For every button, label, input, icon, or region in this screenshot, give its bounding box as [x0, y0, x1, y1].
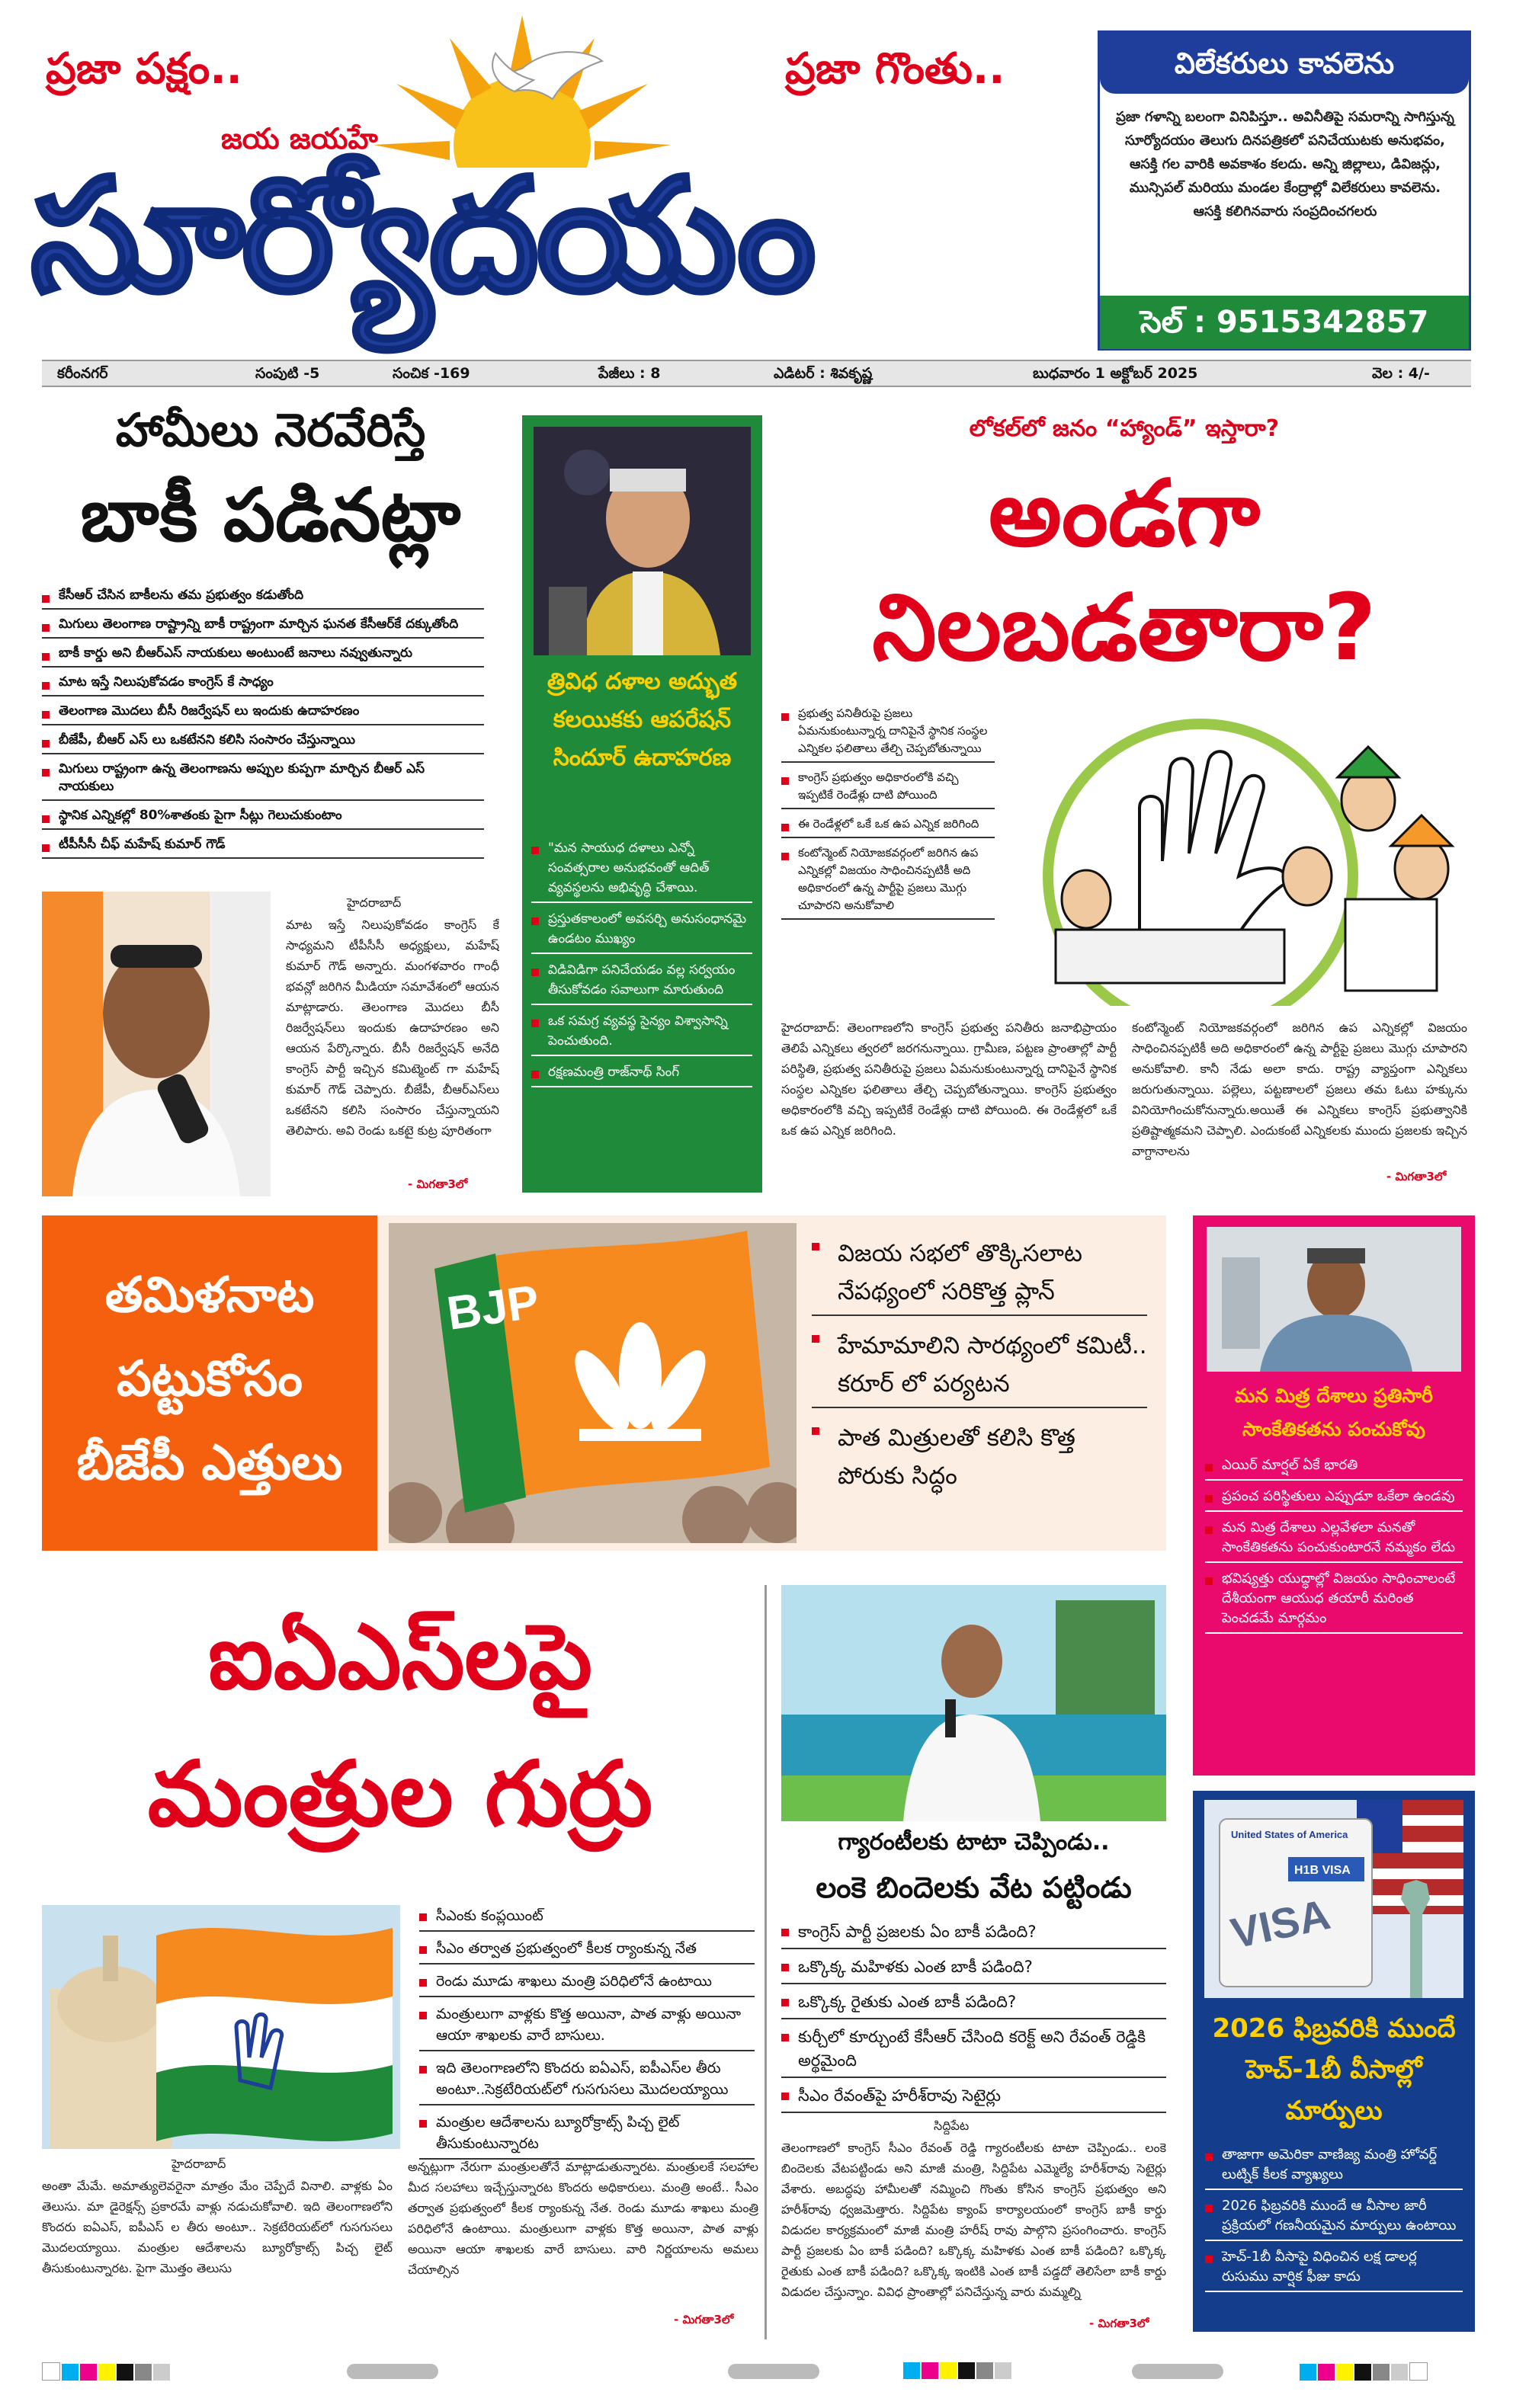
list-item: మాట ఇస్తే నిలుపుకోవడం కాంగ్రెస్ కే సాధ్యం: [42, 674, 484, 696]
story6-bullets: [419, 1905, 755, 2166]
story6-headline-2: మంత్రుల గుర్రు: [147, 1741, 653, 1846]
story3-bullets: [781, 705, 995, 926]
bjp-flag-label: BJP: [444, 1275, 543, 1340]
color-swatch-strip: [903, 2362, 1013, 2382]
info-city: కరీంనగర్: [57, 365, 108, 382]
info-issue: సంచిక -169: [393, 365, 470, 382]
visa-country-label: United States of America: [1231, 1829, 1348, 1840]
story-h1b-visa: [1193, 1791, 1475, 2332]
list-item: కేసీఆర్ చేసిన బాకీలను తమ ప్రభుత్వం కడుతోంది: [42, 587, 484, 610]
list-item: కంటోన్మెంట్ నియోజకవర్గంలో జరిగిన ఉప ఎన్నికల్లో విజయం సాధించినప్పటికీ అది అధికారంలో ఉన్న పార్టీపై ప్రజలు మొగ్గు చూపారని అనుకోవాలి: [781, 844, 995, 920]
list-item: భవిష్యత్తు యుద్ధాల్లో విజయం సాధించాలంటే దేశీయంగా ఆయుధ తయారీ మరింత పెంచడమే మార్గమం: [1205, 1569, 1463, 1634]
story7-continued: - మిగతా3లో: [1086, 2317, 1149, 2333]
info-bar: [42, 360, 1471, 387]
story5-headline: మన మిత్ర దేశాలు ప్రతిసారీ సాంకేతికతను పంచుకోవు: [1234, 1385, 1433, 1440]
list-item: స్థానిక ఎన్నికల్లో 80%శాతంకు పైగా సీట్లు గెలుచుకుంటాం: [42, 807, 484, 830]
story1-headline-1: హామీలు నెరవేరిస్తే: [115, 404, 426, 457]
info-pages: పేజీలు : 8: [598, 365, 661, 382]
story2-bullets: [531, 838, 752, 1094]
story4-bullets: [812, 1234, 1147, 1505]
story-baki: [42, 404, 499, 1200]
story4-headline-box: [42, 1215, 377, 1551]
rajnath-singh-photo: [534, 427, 751, 655]
story1-headline-2: బాకీ పడినట్లా: [80, 472, 461, 558]
story8-bullets: [1205, 2145, 1463, 2298]
column-divider: [765, 1585, 767, 2339]
classified-advert: [1098, 30, 1471, 351]
masthead-big-title: సూర్యోదయం: [30, 146, 813, 327]
register-pill: [728, 2364, 819, 2379]
color-swatch-strip: [1300, 2362, 1429, 2384]
story7-dateline: సిద్దిపేట: [934, 2118, 970, 2133]
masthead-left-tag: ప్రజా పక్షం..: [46, 44, 242, 94]
color-swatch-strip: [42, 2362, 171, 2384]
list-item: ప్రస్తుతకాలంలో అవసర్చి అనుసంధానమై ఉండటం ముఖ్యం: [531, 909, 752, 954]
registration-marks: [42, 2362, 1475, 2385]
visa-small-label: H1B VISA: [1294, 1864, 1351, 1877]
story1-dateline: హైదరాబాద్: [347, 895, 402, 910]
story6-headline-1: ఐఏఎస్‌లపై: [208, 1604, 592, 1709]
list-item: రెండు మూడు శాఖలు మంత్రి పరిధిలోనే ఉంటాయి: [419, 1971, 755, 1997]
list-item: ప్రభుత్వ పనితీరుపై ప్రజలు ఏమనుకుంటున్నార్న దానిపైనే స్థానిక సంస్థల ఎన్నికల ఫలితాలు తేల్చి చెప్పబోతున్నాయి: [781, 705, 995, 763]
list-item: విడివిడిగా పనిచేయడం వల్ల సర్వయం తీసుకోవడం సవాలుగా మారుతుంది: [531, 960, 752, 1005]
story-air-marshal: [1193, 1215, 1475, 1776]
info-volume: సంపుటి -5: [255, 365, 320, 382]
story8-headline: 2026 ఫిబ్రవరికి ముందే హెచ్-1బీ వీసాల్లో మార్పులు: [1212, 2013, 1456, 2126]
list-item: కాంగ్రెస్ ప్రభుత్వం అధికారంలోకి వచ్చి ఇప్పటికే రెండేళ్లు దాటి పోయింది: [781, 769, 995, 809]
story-harish-rao: [774, 1585, 1174, 2336]
story7-bullets: [781, 1920, 1166, 2119]
advert-phone: సెల్ : 9515342857: [1100, 296, 1469, 349]
list-item: మిగులు రాష్ట్రంగా ఉన్న తెలంగాణను అప్పుల కుప్పగా మార్చిన బీఆర్ ఎస్ నాయకులు: [42, 761, 484, 801]
advert-body: ప్రజా గళాన్ని బలంగా వినిపిస్తూ.. అవినీతిపై సమరాన్ని సాగిస్తున్న సూర్యోదయం తెలుగు దినపత్రికలో పనిచేయుటకు అనుభవం, ఆసక్తి గల వారికి అవకాశం కలదు. అన్ని జిల్లాలు, డివిజన్లు, మున్సిపల్ మరియు మండల కేంద్రాల్లో విలేకరులు కావలెను. ఆసక్తి కలిగినవారు సంప్రదించగలరు: [1116, 109, 1454, 219]
list-item: ఈ రెండేళ్లలో ఒకే ఒక ఉప ఎన్నిక జరిగింది: [781, 815, 995, 838]
congress-hand-cartoon: [1010, 701, 1467, 1006]
bjp-flag-photo: [389, 1223, 797, 1543]
story3-body-right: కంటోన్మెంట్ నియోజకవర్గంలో జరిగిన ఉప ఎన్నికల్లో విజయం సాధించినప్పటికీ అది అధికారంలో ఉన్న పార్టీపై ప్రజలు మొగ్గు చూపారని అనుకోవాలి. కానీ నేడు అలా కాదు. రాష్ట్ర వ్యాప్తంగా ఎన్నికలు జరుగుతున్నాయి. పల్లెలు, పట్టణాలలో ప్రజలు తమ ఓటు హక్కును వినియోగించుకోనున్నారు.అయితే ఈ ఎన్నికలు కాంగ్రెస్ ప్రభుత్వానికి ప్రతిష్టాత్మకమని చెప్పాలి. ఎందుకంటే ఎన్నికలకు ముందు ప్రజలకు ఇచ్చిన వాగ్దానాలను: [1132, 1020, 1467, 1158]
story4-headline: తమిళనాట పట్టుకోసం బీజేపీ ఎత్తులు: [76, 1267, 343, 1491]
register-pill: [1132, 2364, 1223, 2379]
story3-continued: - మిగతా3లో: [1383, 1170, 1446, 1186]
story3-kicker: లోకల్‌లో జనం “హ్యాండ్” ఇస్తారా?: [969, 415, 1280, 442]
info-date: బుధవారం 1 అక్టోబర్ 2025: [1033, 365, 1198, 382]
list-item: ఒక్కొక్క రైతుకు ఎంత బాకీ పడింది?: [781, 1990, 1166, 2019]
harish-rao-photo: [781, 1585, 1166, 1821]
story6-dateline: హైదరాబాద్: [171, 2157, 226, 2171]
list-item: సీఎంకు కంప్లయింట్: [419, 1905, 755, 1932]
visa-big-label: VISA: [1226, 1889, 1335, 1958]
register-pill: [347, 2364, 438, 2379]
list-item: సీఎం రేవంత్‌పై హరీశ్‌రావు సెటైర్లు: [781, 2084, 1166, 2113]
list-item: "మన సాయుధ దళాలు ఎన్నో సంవత్సరాల అనుభవంతో ఆదిత్ వ్యవస్థలను అభివృద్ధి చేశాయి.: [531, 838, 752, 903]
story7-headline: లంకె బిందెలకు వేట పట్టిండు: [816, 1871, 1132, 1904]
story1-bullets: [42, 587, 484, 865]
story5-bullets: [1205, 1455, 1463, 1640]
list-item: ఎయిర్ మార్షల్ ఏకే భారతి: [1205, 1455, 1463, 1481]
list-item: ప్రపంచ పరిస్థితులు ఎప్పుడూ ఒకేలా ఉండవు: [1205, 1487, 1463, 1512]
air-marshal-photo: [1207, 1227, 1461, 1372]
list-item: టీపీసీసీ చీఫ్ మహేష్ కుమార్ గౌడ్: [42, 836, 484, 859]
list-item: ఒక్కొక్క మహిళకు ఎంత బాకీ పడింది?: [781, 1955, 1166, 1984]
list-item: రక్షణమంత్రి రాజ్‌నాథ్ సింగ్: [531, 1062, 752, 1087]
story7-body: తెలంగాణలో కాంగ్రెస్ సీఎం రేవంత్ రెడ్డి గ్యారంటీలకు టాటా చెప్పిండు.. లంకె బిందెలకు వేటపట్టిండు అని మాజీ మంత్రి, సిద్దిపేట ఎమ్మెల్యే హరీశ్‌రావు సెటైర్లు వేశారు. అబద్ధపు హామీలతో నమ్మించి గొంతు కోసిన కాంగ్రెస్ ప్రభుత్వం అని హరీశ్‌రావు ధ్వజమెత్తారు. సిద్దిపేట క్యాంప్ కార్యాలయంలో కాంగ్రెస్ బాకీ కార్డు విడుదల కార్యక్రమంలో మాజీ మంత్రి హరీష్ రావు పాల్గొని ప్రసంగించారు. కాంగ్రెస్ పార్టీ ప్రజలకు ఏం బాకీ పడింది? ఒక్కొక్క మహిళకు ఎంత బాకీ పడింది? ఒక్కొక్క రైతుకు ఎంత బాకీ పడింది? ఒక్కొక్క ఇంటికి ఎంత బాకీ పడ్డదో తెలిసేలా బాకీ కార్డు విడుదల చేస్తున్నాం. వివిధ ప్రాంతాల్లో పనిచేస్తున్న వారు మమ్మల్ని: [781, 2141, 1166, 2299]
info-price: వెల : 4/-: [1372, 365, 1430, 382]
list-item: తాజాగా అమెరికా వాణిజ్య మంత్రి హోవర్డ్ లుట్నిక్ కీలక వ్యాఖ్యలు: [1205, 2145, 1463, 2190]
story7-subhead: గ్యారంటీలకు టాటా చెప్పిండు..: [838, 1829, 1110, 1856]
story6-body-left: అంతా మేమే. అమాత్యులెవరైనా మాత్రం మేం చెప్పేదే వినాలి. వాళ్లకు ఏం తెలుసు. మా డైరెక్షన్స్ ప్రకారమే వాళ్లు నడుచుకోవాలి. ఇది తెలంగాణలోని కొందరు ఐఏఎస్, ఐపీఎస్ ల తీరు అంటూ.. సెక్రటేరియట్‌లో గుసగుసలు మొదలయ్యాయి. మంత్రుల ఆదేశాలను బ్యూరోక్రాట్స్ పిచ్చ లైట్ తీసుకుంటున్నారట. పైగా మొత్తం తెలుసు: [42, 2179, 393, 2275]
story6-body-right: అన్నట్లుగా నేరుగా మంత్రులతోనే మాట్లాడుతున్నారట. మంత్రులకే సలహాల మీద సలహాలు ఇచ్చేస్తున్నారట కొందరు అధికారులు. మంత్రి అంటే.. సీఎం తర్వాత ప్రభుత్వంలో కీలక ర్యాంకున్న నేత. రెండు మూడు శాఖలు మంత్రి పరిధిలోనే ఉంటాయి. మంత్రులుగా వాళ్లకు కొత్త అయినా, పాత వాళ్లు అయినా ఆయా శాఖలకు వారే బాసులు. వారి నిర్ణయాలను అమలు చేయాల్సిన: [408, 2160, 758, 2277]
story1-body: మాట ఇస్తే నిలుపుకోవడం కాంగ్రెస్ కే సాధ్యమని టీపీసీసీ అధ్యక్షులు, మహేష్ కుమార్ గౌడ్ అన్నారు. మంగళవారం గాంధీ భవన్లో జరిగిన మీడియా సమావేశంలో ఆయన మాట్లాడారు. తెలంగాణ మొదలు బీసీ రిజర్వేషన్‌లు ఇందుకు ఉదాహరణం అని ఆయన పేర్కొన్నారు. బీసీ రిజర్వేషన్ అనేది కాంగ్రెస్ పార్టీ ఇచ్చిన కమిట్మెంట్ గా మహేష్ కుమార్ గౌడ్ చెప్పారు. బీజేపీ, బీఆర్ఎస్‌లు ఒకటేనని కలిసి సంసారం చేస్తున్నాయని తెలిపారు. అవి రెండు ఒకటై కుట్ర పూరితంగా: [286, 917, 499, 1138]
list-item: మంత్రుల ఆదేశాలను బ్యూరోక్రాట్స్ పిచ్చ లైట్ తీసుకుంటున్నారట: [419, 2112, 755, 2160]
story6-continued: - మిగతా3లో: [671, 2313, 733, 2330]
story-bjp-tamilnadu: [42, 1215, 1166, 1551]
list-item: ఒక సమగ్ర వ్యవస్థ సైన్యం విశ్వాసాన్ని పెంచుతుంది.: [531, 1011, 752, 1056]
list-item: విజయ సభలో తొక్కిసలాట నేపథ్యంలో సరికొత్త ప్లాన్: [812, 1234, 1147, 1316]
masthead: [30, 15, 1082, 351]
advert-title: విలేకరులు కావలెను: [1100, 33, 1469, 94]
story3-headline-2: నిలబడతారా?: [872, 575, 1377, 681]
list-item: మన మిత్ర దేశాలు ఎల్లవేళలా మనతో సాంకేతికతను పంచుకుంటారనే నమ్మకం లేదు: [1205, 1518, 1463, 1563]
info-editor: ఎడిటర్ : శివకృష్ణ: [774, 365, 873, 382]
list-item: మంత్రులుగా వాళ్లకు కొత్త అయినా, పాత వాళ్లు అయినా ఆయా శాఖలకు వారే బాసులు.: [419, 2003, 755, 2051]
list-item: బాకీ కార్డు అని బీఆర్ఎస్ నాయకులు అంటుంటే జనాలు నవ్వుతున్నారు: [42, 645, 484, 668]
congress-flag-photo: [42, 1905, 400, 2149]
list-item: తెలంగాణ మొదలు బీసీ రిజర్వేషన్‌ లు ఇందుకు ఉదాహరణం: [42, 703, 484, 725]
story-operation-sindoor: [522, 415, 762, 1193]
story3-headline-1: అండగా: [988, 461, 1261, 567]
list-item: 2026 ఫిబ్రవరికి ముందే ఆ వీసాల జారీ ప్రక్రియలో గణనీయమైన మార్పులు ఉంటాయి: [1205, 2196, 1463, 2241]
masthead-small-title: జయ జయహే: [221, 122, 378, 155]
list-item: కాంగ్రెస్ పార్టీ ప్రజలకు ఏం బాకీ పడింది?: [781, 1920, 1166, 1949]
list-item: కుర్చీలో కూర్చుంటే కేసీఆర్ చేసింది కరెక్ట్ అని రేవంత్ రెడ్డికి అర్థమైంది: [781, 2025, 1166, 2078]
list-item: పాత మిత్రులతో కలిసి కొత్త పోరుకు సిద్ధం: [812, 1419, 1147, 1499]
list-item: సీఎం తర్వాత ప్రభుత్వంలో కీలక ర్యాంకున్న నేత: [419, 1938, 755, 1965]
visa-photo: [1204, 1800, 1463, 1998]
story1-continued: - మిగతా3లో: [408, 1177, 468, 1191]
list-item: హేమామాలిని సారథ్యంలో కమిటీ.. కరూర్ లో పర్యటన: [812, 1327, 1147, 1408]
story3-body-left: హైదరాబాద్: తెలంగాణలోని కాంగ్రెస్ ప్రభుత్వ పనితీరు జనాభిప్రాయం తెలిపే ఎన్నికలు త్వరలో జరగనున్నాయి. గ్రామీణ, పట్టణ ప్రాంతాల్లో పార్టీ పరిస్థితి, ప్రభుత్వ పనితీరుపై ప్రజలు ఏమనుకుంటున్నార్న దానిపైనే స్థానిక సంస్థల ఎన్నికల ఫలితాలు తేల్చి చెప్పబోతున్నాయి. కాంగ్రెస్ ప్రభుత్వం అధికారంలోకి వచ్చి ఇప్పటికే రెండేళ్లు దాటి పోయింది. ఈ రెండేళ్లలో ఒకే ఒక ఉప ఎన్నిక జరిగింది.: [781, 1020, 1117, 1138]
story2-headline: త్రివిధ దళాల అద్భుత కలయికకు ఆపరేషన్ సిందూర్ ఉదాహరణ: [547, 668, 738, 771]
list-item: బీజేపీ, బీఆర్ ఎస్ లు ఒకటేనని కలిసి సంసారం చేస్తున్నాయి: [42, 732, 484, 754]
mahesh-kumar-goud-photo: [42, 892, 271, 1196]
story-andaga: [774, 404, 1475, 1196]
list-item: ఇది తెలంగాణలోని కొందరు ఐఏఎస్, ఐపీఎస్‌ల తీరు అంటూ..సెక్రటేరియట్‌లో గుసగుసలు మొదలయ్యాయి: [419, 2057, 755, 2105]
masthead-right-tag: ప్రజా గొంతు..: [785, 44, 1005, 94]
list-item: హెచ్-1బీ వీసాపై విధించిన లక్ష డాలర్ల రుసుము వార్షిక ఫీజు కాదు: [1205, 2247, 1463, 2292]
list-item: మిగులు తెలంగాణ రాష్ట్రాన్ని బాకీ రాష్ట్రంగా మార్చిన ఘనత కేసీఆర్‌కే దక్కుతోంది: [42, 616, 484, 639]
story-ias-ministers: [42, 1574, 758, 2336]
